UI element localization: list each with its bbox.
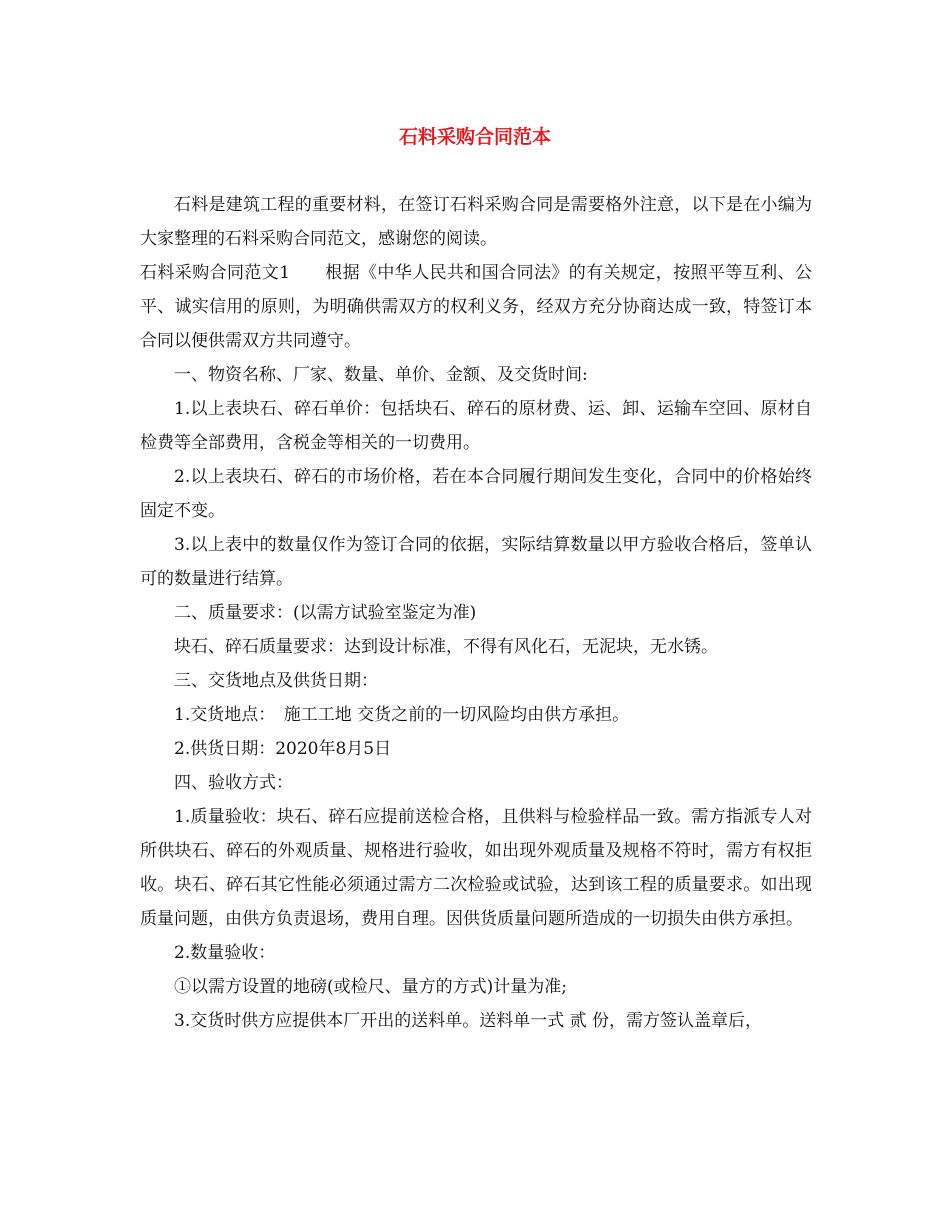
- paragraph-1-2: 2.以上表块石、碎石的市场价格，若在本合同履行期间发生变化，合同中的价格始终固定不变。: [140, 467, 812, 521]
- paragraph-1-3: 3.以上表中的数量仅作为签订合同的依据，实际结算数量以甲方验收合格后，签单认可的数量进行结算。: [140, 535, 812, 589]
- paragraph-3-2: 2.供货日期：2020年8月5日: [174, 739, 392, 759]
- paragraph-2-1: 块石、碎石质量要求：达到设计标准，不得有风化石，无泥块，无水锈。: [174, 637, 718, 657]
- paragraph-1-1: 1.以上表块石、碎石单价：包括块石、碎石的原材费、运、卸、运输车空回、原材自检费等全部费用，含税金等相关的一切费用。: [140, 399, 812, 453]
- paragraph-3-1: 1.交货地点： 施工工地 交货之前的一切风险均由供方承担。: [174, 705, 630, 725]
- section-heading-4: 四、验收方式：: [174, 773, 293, 793]
- paragraph-4-2: 2.数量验收：: [174, 943, 276, 963]
- section-heading-2: 二、质量要求：(以需方试验室鉴定为准): [174, 603, 477, 623]
- paragraph-preamble: 石料采购合同范文1 根据《中华人民共和国合同法》的有关规定，按照平等互利、公平、诚实信用的原则，为明确供需双方的权利义务，经双方充分协商达成一致，特签订本合同以便供需双方共同遵守。: [140, 263, 812, 351]
- section-heading-1: 一、物资名称、厂家、数量、单价、金额、及交货时间:: [174, 365, 588, 385]
- document-body: [140, 188, 812, 1038]
- paragraph-4-2-1: ①以需方设置的地磅(或检尺、量方的方式)计量为准;: [174, 977, 567, 997]
- paragraph-4-1: 1.质量验收：块石、碎石应提前送检合格，且供料与检验样品一致。需方指派专人对所供块石、碎石的外观质量、规格进行验收，如出现外观质量及规格不符时，需方有权拒收。块石、碎石其它性能必须通过需方二次检验或试验，达到该工程的质量要求。如出现质量问题，由供方负责退场，费用自理。因供货质量问题所造成的一切损失由供方承担。: [140, 807, 812, 929]
- paragraph-intro: 石料是建筑工程的重要材料，在签订石料采购合同是需要格外注意，以下是在小编为大家整理的石料采购合同范文，感谢您的阅读。: [140, 195, 812, 249]
- section-heading-3: 三、交货地点及供货日期：: [174, 671, 378, 691]
- paragraph-4-3: 3.交货时供方应提供本厂开出的送料单。送料单一式 贰 份，需方签认盖章后，: [174, 1011, 763, 1031]
- document-title: 石料采购合同范本: [398, 126, 551, 148]
